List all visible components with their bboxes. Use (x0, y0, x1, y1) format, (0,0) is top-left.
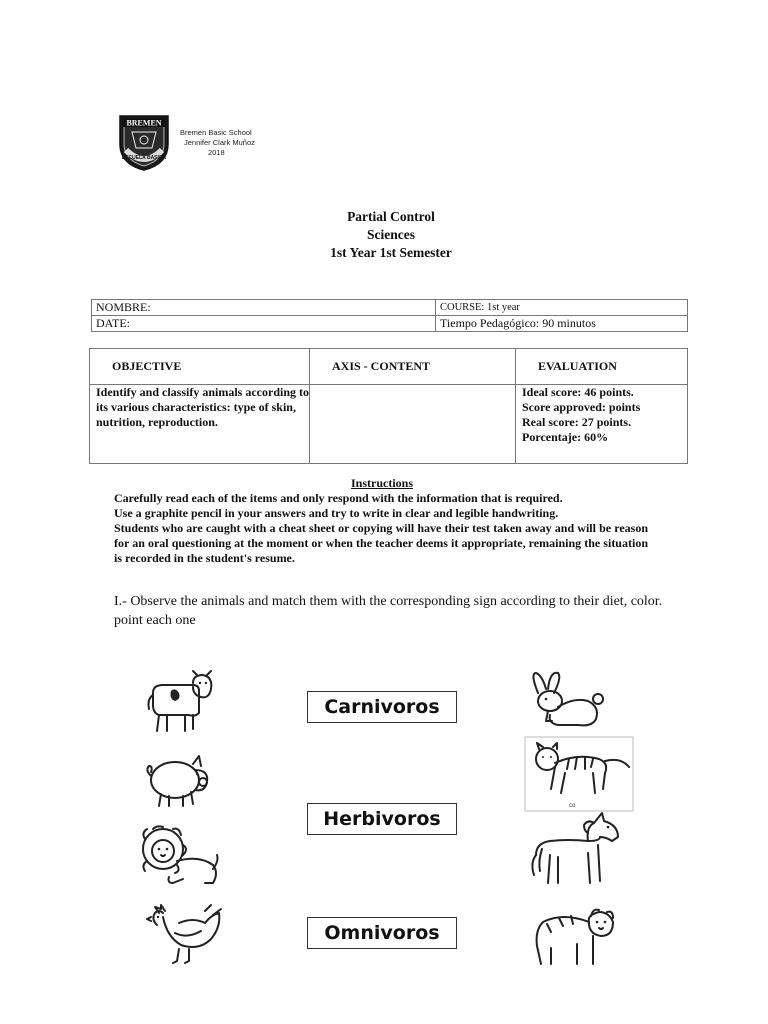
date-field[interactable]: DATE: (92, 316, 436, 332)
teacher-name: Jennifer Clark Muñoz (184, 138, 255, 147)
herbivoros-box: Herbivoros (307, 803, 457, 835)
tiger-drawing (525, 737, 635, 813)
instructions-title: Instructions (351, 476, 414, 490)
instructions-body (114, 491, 648, 566)
school-name: Bremen Basic School (180, 128, 252, 137)
bear-drawing (533, 904, 617, 966)
evaluation-cell (516, 385, 688, 464)
title-line-3: 1st Year 1st Semester (330, 245, 452, 260)
horse-drawing (528, 811, 622, 887)
nombre-field[interactable]: NOMBRE: (92, 300, 436, 316)
svg-text:BREMEN: BREMEN (126, 118, 162, 128)
student-info-table (91, 299, 688, 332)
carnivoros-box: Carnivoros (307, 691, 457, 723)
axis-content-header: AXIS - CONTENT (310, 349, 516, 385)
tiempo-cell: Tiempo Pedagógico: 90 minutos (436, 316, 688, 332)
page-title (0, 208, 768, 262)
instruction-3: Students who are caught with a cheat sheet or copying will have their test taken away and will be reason for an oral questioning at the moment or when the teacher deems it appropriate, remaining the situation is recorded in the student's resume. (114, 521, 648, 565)
omnivoros-box: Omnivoros (307, 917, 457, 949)
question-text: I.- Observe the animals and match them with the corresponding sign according to their diet, color. point each one (114, 594, 663, 628)
axis-content-text (310, 385, 516, 464)
rabbit-drawing (528, 671, 608, 733)
score-approved: Score approved: points (522, 400, 641, 414)
instruction-1: Carefully read each of the items and only respond with the information that is required. (114, 491, 563, 505)
instruction-2: Use a graphite pencil in your answers and try to write in clear and legible handwriting. (114, 506, 559, 520)
percentage: Porcentaje: 60% (522, 430, 609, 444)
pig-drawing (147, 756, 207, 806)
lion-drawing (139, 825, 221, 889)
objective-text: Identify and classify animals according to its various characteristics: type of skin, nutrition, reproduction. (90, 385, 310, 464)
objectives-table (89, 348, 688, 464)
hen-drawing (145, 903, 225, 965)
school-logo (116, 114, 172, 172)
title-line-2: Sciences (367, 227, 415, 242)
school-info (180, 128, 255, 158)
objective-header: OBJECTIVE (90, 349, 310, 385)
ideal-score: Ideal score: 46 points. (522, 385, 634, 399)
svg-text:ESCUELA BASICA: ESCUELA BASICA (121, 155, 167, 161)
school-year: 2018 (208, 148, 225, 157)
tiger-caption: co (569, 803, 576, 809)
title-line-1: Partial Control (347, 209, 435, 224)
cow-drawing (145, 673, 215, 735)
course-cell: COURSE: 1st year (436, 300, 688, 316)
real-score: Real score: 27 points. (522, 415, 632, 429)
evaluation-header: EVALUATION (516, 349, 688, 385)
